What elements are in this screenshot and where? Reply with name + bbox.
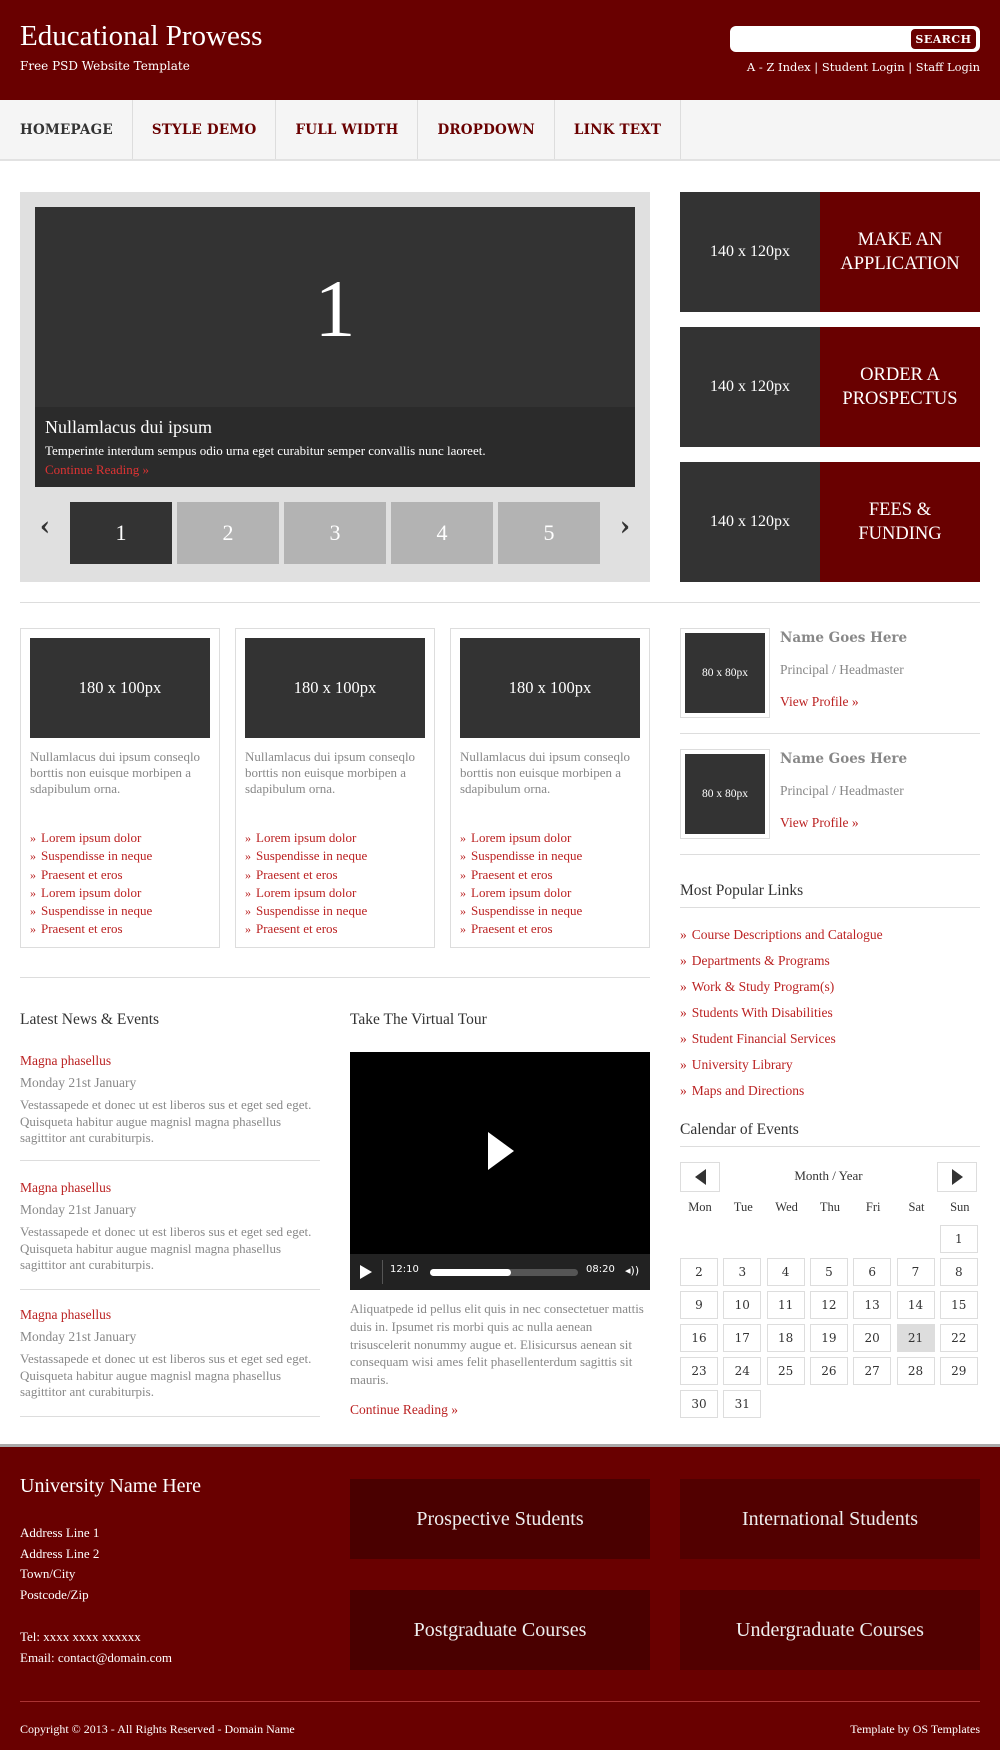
university-name: University Name Here (20, 1475, 202, 1497)
feature-list-item[interactable]: » Praesent et eros (30, 920, 152, 938)
news-item (20, 1050, 320, 1147)
calendar-day[interactable]: 4 (767, 1258, 805, 1286)
search-button[interactable]: SEARCH (910, 28, 977, 50)
video-player[interactable] (350, 1052, 650, 1290)
feature-image-placeholder: 180 x 100px (460, 638, 640, 738)
calendar-day[interactable]: 16 (680, 1324, 718, 1352)
feature-list-item[interactable]: » Lorem ipsum dolor (460, 884, 582, 902)
news-item-date: Monday 21st January (20, 1075, 137, 1090)
popular-link[interactable]: » Departments & Programs (680, 948, 883, 974)
top-links (747, 60, 980, 74)
calendar-day[interactable]: 22 (940, 1324, 978, 1352)
feature-list-item[interactable]: » Praesent et eros (245, 866, 367, 884)
view-profile-link[interactable]: View Profile » (780, 694, 859, 709)
slide-continue-reading-link[interactable]: Continue Reading » (45, 462, 149, 477)
nav-item-dropdown[interactable]: DROPDOWN (418, 100, 554, 159)
feature-list-item[interactable]: » Suspendisse in neque (245, 847, 367, 865)
calendar-day[interactable]: 27 (853, 1357, 891, 1385)
staff-login-link[interactable]: Staff Login (915, 60, 980, 74)
top-link-separator: | (810, 60, 822, 74)
feature-text: Nullamlacus dui ipsum conseqlo borttis non euisque morbipen a sdapibulum orna. (245, 749, 416, 796)
slide-caption-text: Temperinte interdum sempus odio urna eget curabitur semper convallis nunc laoreet. (45, 443, 486, 458)
calendar-title: Calendar of Events (680, 1121, 799, 1138)
slide-caption-title: Nullamlacus dui ipsum (45, 417, 212, 437)
divider (680, 733, 980, 734)
promo-order-prospectus[interactable] (680, 327, 980, 447)
staff-profile-2 (680, 749, 980, 849)
feature-list-item[interactable]: » Suspendisse in neque (30, 847, 152, 865)
calendar-dow-wed: Wed (775, 1200, 798, 1214)
feature-list-item[interactable]: » Praesent et eros (245, 920, 367, 938)
video-current-time: 12:10 (390, 1264, 419, 1275)
promo-label: MAKE AN APPLICATION (820, 192, 980, 312)
email[interactable]: Email: contact@domain.com (20, 1649, 173, 1665)
feature-list-item[interactable]: » Suspendisse in neque (460, 902, 582, 920)
popular-link[interactable]: » Student Financial Services (680, 1026, 883, 1052)
feature-list-item[interactable]: » Suspendisse in neque (30, 902, 152, 920)
tour-continue-reading-link[interactable]: Continue Reading » (350, 1402, 458, 1417)
video-progress-bar[interactable] (430, 1269, 578, 1276)
slider-tab-2[interactable]: 2 (177, 502, 279, 564)
calendar-day[interactable]: 1 (940, 1225, 978, 1253)
site-title[interactable]: Educational Prowess (20, 20, 263, 52)
news-item-text: Vestassapede et donec ut est liberos sus et eget sed eget. Quisqueta habitur augue magnisl magna phasellus sagittitor ant curabiturpis. (20, 1097, 312, 1146)
divider (20, 602, 980, 603)
staff-role: Principal / Headmaster (780, 662, 904, 677)
feature-list-item[interactable]: » Praesent et eros (30, 866, 152, 884)
divider (20, 1160, 320, 1161)
search-box (730, 26, 980, 52)
calendar-day[interactable]: 30 (680, 1390, 718, 1418)
staff-profile-1 (680, 628, 980, 728)
tour-description: Aliquatpede id pellus elit quis in nec consectetuer mattis duis in. Ipsumet ris morbi quis ac nulla aenean trisuscelerit nonummy augue et. Elisicursus aenean sit consequam wisi ames felit phasellenterdum sagittis sit mauris. (350, 1301, 644, 1388)
divider (680, 907, 980, 908)
staff-name: Name Goes Here (780, 630, 908, 646)
news-item-title[interactable]: Magna phasellus (20, 1307, 112, 1322)
calendar-day[interactable]: 26 (810, 1357, 848, 1385)
main-nav (0, 100, 1000, 161)
slider-tab-1[interactable]: 1 (70, 502, 172, 564)
slide-caption (35, 407, 635, 487)
divider (20, 977, 650, 978)
calendar-day[interactable]: 12 (810, 1291, 848, 1319)
popular-link[interactable]: » Students With Disabilities (680, 1000, 883, 1026)
calendar-dow-thu: Thu (819, 1200, 840, 1214)
quick-link-postgraduate-courses[interactable]: Postgraduate Courses (350, 1590, 650, 1670)
feature-list-item[interactable]: » Lorem ipsum dolor (245, 884, 367, 902)
address-line: Town/City (20, 1566, 76, 1581)
address-line: Address Line 2 (20, 1545, 100, 1561)
calendar-dow-tue: Tue (733, 1200, 753, 1214)
news-item (20, 1177, 320, 1274)
feature-list-item[interactable]: » Suspendisse in neque (245, 902, 367, 920)
feature-text: Nullamlacus dui ipsum conseqlo borttis non euisque morbipen a sdapibulum orna. (460, 749, 631, 796)
news-item-text: Vestassapede et donec ut est liberos sus et eget sed eget. Quisqueta habitur augue magnisl magna phasellus sagittitor ant curabiturpis. (20, 1224, 312, 1273)
feature-list (245, 829, 367, 939)
feature-column-1 (20, 628, 220, 948)
staff-photo (680, 628, 770, 718)
address-line: Postcode/Zip (20, 1586, 89, 1602)
feature-list-item[interactable]: » Lorem ipsum dolor (460, 829, 582, 847)
calendar-day[interactable]: 23 (680, 1357, 718, 1385)
chevron-left-icon[interactable]: ‹ (39, 512, 51, 542)
news-item-date: Monday 21st January (20, 1202, 137, 1217)
feature-list (460, 829, 582, 939)
chevron-right-icon[interactable]: › (619, 512, 631, 542)
feature-list-item[interactable]: » Praesent et eros (460, 866, 582, 884)
nav-item-link-text[interactable]: LINK TEXT (555, 100, 681, 159)
play-button-icon[interactable] (360, 1265, 372, 1279)
nav-item-style-demo[interactable]: STYLE DEMO (133, 100, 277, 159)
popular-link[interactable]: » University Library (680, 1052, 883, 1078)
arrow-right-icon (952, 1169, 963, 1185)
slider-tab-4[interactable]: 4 (391, 502, 493, 564)
promo-image-placeholder: 140 x 120px (680, 192, 820, 312)
news-title: Latest News & Events (20, 1011, 160, 1028)
divider (680, 1146, 980, 1147)
popular-links-list (680, 922, 883, 1104)
address-line: Address Line 1 (20, 1525, 100, 1540)
play-icon[interactable] (488, 1132, 514, 1170)
calendar-day[interactable]: 11 (767, 1291, 805, 1319)
popular-link[interactable]: » Course Descriptions and Catalogue (680, 922, 883, 948)
calendar-day[interactable]: 7 (897, 1258, 935, 1286)
feature-column-2 (235, 628, 435, 948)
promo-image-placeholder: 140 x 120px (680, 327, 820, 447)
staff-photo-placeholder: 80 x 80px (685, 633, 765, 713)
calendar-day[interactable]: 17 (723, 1324, 761, 1352)
promo-fees-funding[interactable] (680, 462, 980, 582)
calendar-day[interactable]: 18 (767, 1324, 805, 1352)
news-item-date: Monday 21st January (20, 1329, 137, 1344)
staff-role: Principal / Headmaster (780, 783, 904, 798)
video-progress-fill (430, 1269, 511, 1276)
calendar-dow-fri: Fri (865, 1200, 881, 1214)
nav-item-full-width[interactable]: FULL WIDTH (276, 100, 418, 159)
calendar-day[interactable]: 13 (853, 1291, 891, 1319)
promo-label: FEES & FUNDING (820, 462, 980, 582)
calendar-day[interactable]: 9 (680, 1291, 718, 1319)
view-profile-link[interactable]: View Profile » (780, 815, 859, 830)
calendar-day[interactable]: 15 (940, 1291, 978, 1319)
slide[interactable] (35, 207, 635, 487)
feature-list (30, 829, 152, 939)
calendar-day[interactable]: 6 (853, 1258, 891, 1286)
site-tagline: Free PSD Website Template (20, 59, 190, 73)
popular-link[interactable]: » Maps and Directions (680, 1078, 883, 1104)
feature-list-item[interactable]: » Praesent et eros (460, 920, 582, 938)
news-item (20, 1304, 320, 1401)
video-controls (350, 1254, 650, 1290)
top-link-separator: | (904, 60, 916, 74)
calendar-day[interactable]: 24 (723, 1357, 761, 1385)
feature-list-item[interactable]: » Suspendisse in neque (460, 847, 582, 865)
feature-text: Nullamlacus dui ipsum conseqlo borttis non euisque morbipen a sdapibulum orna. (30, 749, 201, 796)
calendar-dow-sat: Sat (908, 1200, 925, 1214)
calendar-day[interactable]: 25 (767, 1357, 805, 1385)
news-item-title[interactable]: Magna phasellus (20, 1180, 112, 1195)
tour-title: Take The Virtual Tour (350, 1011, 487, 1028)
staff-photo (680, 749, 770, 839)
telephone: Tel: xxxx xxxx xxxxxx (20, 1629, 141, 1644)
site-header (0, 0, 1000, 100)
calendar-day[interactable]: 2 (680, 1258, 718, 1286)
staff-name: Name Goes Here (780, 751, 908, 767)
calendar-day[interactable]: 10 (723, 1291, 761, 1319)
student-login-link[interactable]: Student Login (821, 60, 905, 74)
calendar-day[interactable]: 28 (897, 1357, 935, 1385)
contact-info (20, 1627, 172, 1668)
quick-link-prospective-students[interactable]: Prospective Students (350, 1479, 650, 1559)
feature-list-item[interactable]: » Lorem ipsum dolor (245, 829, 367, 847)
slide-number: 1 (314, 263, 356, 354)
calendar-day[interactable]: 31 (723, 1390, 761, 1418)
feature-image-placeholder: 180 x 100px (245, 638, 425, 738)
calendar-month-label: Month / Year (794, 1168, 863, 1183)
news-item-title[interactable]: Magna phasellus (20, 1053, 112, 1068)
divider (680, 854, 980, 855)
calendar-day[interactable]: 5 (810, 1258, 848, 1286)
volume-icon[interactable]: ◂)) (625, 1264, 640, 1277)
calendar-day[interactable]: 3 (723, 1258, 761, 1286)
calendar-dow-sun: Sun (950, 1200, 970, 1214)
quick-link-undergraduate-courses[interactable]: Undergraduate Courses (680, 1590, 980, 1670)
promo-make-application[interactable] (680, 192, 980, 312)
slider-tab-5[interactable]: 5 (498, 502, 600, 564)
popular-links-title: Most Popular Links (680, 882, 804, 899)
feature-image-placeholder: 180 x 100px (30, 638, 210, 738)
divider (20, 1416, 320, 1417)
quick-link-international-students[interactable]: International Students (680, 1479, 980, 1559)
video-duration: 08:20 (586, 1264, 615, 1275)
nav-item-homepage[interactable]: HOMEPAGE (1, 100, 133, 159)
popular-link[interactable]: » Work & Study Program(s) (680, 974, 883, 1000)
calendar-prev-button[interactable] (680, 1162, 720, 1192)
az-index-link[interactable]: A - Z Index (746, 60, 811, 74)
calendar-day[interactable]: 19 (810, 1324, 848, 1352)
calendar-day[interactable]: 29 (940, 1357, 978, 1385)
feature-list-item[interactable]: » Lorem ipsum dolor (30, 884, 152, 902)
footer-divider (20, 1701, 980, 1702)
arrow-left-icon (695, 1169, 706, 1185)
staff-photo-placeholder: 80 x 80px (685, 754, 765, 834)
divider (20, 1289, 320, 1290)
address (20, 1523, 99, 1605)
featured-slider (20, 192, 650, 582)
template-credit[interactable]: Template by OS Templates (850, 1722, 980, 1736)
slider-tab-3[interactable]: 3 (284, 502, 386, 564)
feature-list-item[interactable]: » Lorem ipsum dolor (30, 829, 152, 847)
calendar-day[interactable]: 8 (940, 1258, 978, 1286)
site-footer (0, 1444, 1000, 1750)
copyright: Copyright © 2013 - All Rights Reserved - Domain Name (20, 1722, 295, 1736)
calendar-day[interactable]: 20 (853, 1324, 891, 1352)
calendar-day[interactable]: 14 (897, 1291, 935, 1319)
calendar-dow-mon: Mon (688, 1200, 712, 1214)
controls-divider (382, 1260, 383, 1284)
promo-label: ORDER A PROSPECTUS (820, 327, 980, 447)
calendar-next-button[interactable] (937, 1162, 977, 1192)
feature-column-3 (450, 628, 650, 948)
news-item-text: Vestassapede et donec ut est liberos sus et eget sed eget. Quisqueta habitur augue magnisl magna phasellus sagittitor ant curabiturpis. (20, 1351, 312, 1400)
search-input[interactable] (736, 29, 896, 49)
promo-image-placeholder: 140 x 120px (680, 462, 820, 582)
calendar-day[interactable]: 21 (897, 1324, 935, 1352)
